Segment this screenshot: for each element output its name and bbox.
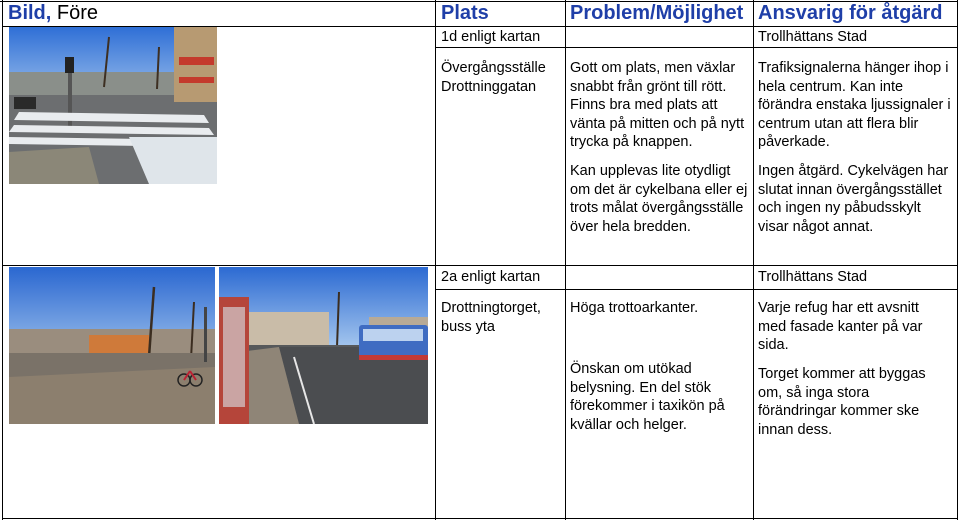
header-normal-text: Före [56,2,99,24]
section-ref: 2a enligt kartan [441,269,541,285]
responsible-org: Trollhättans Stad [758,29,868,45]
responsible-org: Trollhättans Stad [758,269,868,285]
row-divider [435,289,958,290]
column-header-responsible: Ansvarig för åtgärd [758,2,943,24]
problem-text: Önskan om utökad belysning. En del stök förekommer i taxikön på kvällar och helger. [570,361,725,433]
row-divider [435,47,958,48]
table-border-left [2,0,3,520]
column-header-picture [8,2,98,25]
square-photo [9,267,215,424]
problem-text: Höga trottoarkanter. [570,300,699,316]
action-text: Ingen åtgärd. Cykelvägen har slutat innan övergångsstället och ingen ny påbudsskylt visar något annat. [758,163,949,235]
column-divider [435,0,436,520]
table-border-bottom [2,518,958,519]
action-text: Torget kommer att byggas om, så inga stora förändringar kommer ske innan dess. [758,366,926,438]
section-ref: 1d enligt kartan [441,29,541,45]
column-divider [565,0,566,520]
place-name: Drottningtorget, buss yta [441,300,541,335]
section-divider [2,265,958,266]
table-border-right [957,0,958,520]
column-divider [753,0,754,520]
bus-area-photo [219,267,428,424]
problem-text: Kan upplevas lite otydligt om det är cykelbana eller ej trots målat övergångsställe över hela bredden. [570,163,748,235]
column-header-problem: Problem/Möjlighet [570,2,744,24]
problem-text: Gott om plats, men växlar snabbt från grönt till rött. Finns bra med plats att vänta på mitten och på nytt trycka på knappen. [570,60,745,150]
action-text: Varje refug har ett avsnitt med fasade kanter på var sida. [758,300,923,353]
action-text: Trafiksignalerna hänger ihop i hela centrum. Kan inte förändra enstaka ljussignaler i centrum utan att flera blir påverkade. [758,60,951,150]
column-header-place: Plats [441,2,489,24]
place-name: Övergångsställe Drottninggatan [441,60,546,95]
crossing-photo [9,27,217,184]
header-bold-text: Bild, [8,2,52,24]
